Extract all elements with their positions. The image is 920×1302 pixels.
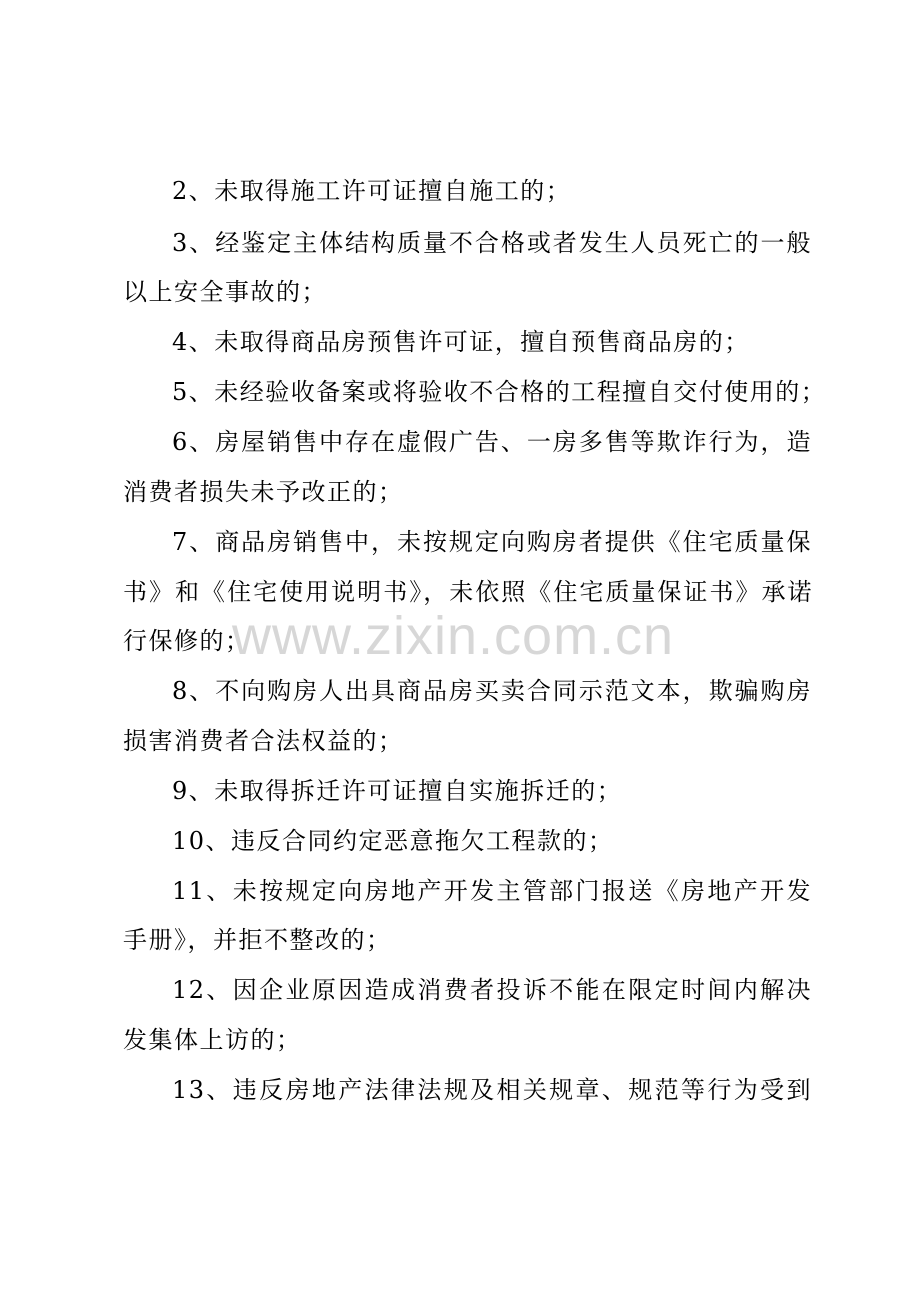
paragraph-line: 损害消费者合法权益的； xyxy=(123,727,404,755)
paragraph-line: 13、违反房地产法律法规及相关规章、规范等行为受到 xyxy=(172,1076,812,1104)
paragraph-line: 9、未取得拆迁许可证擅自实施拆迁的； xyxy=(172,777,623,805)
paragraph-line: 行保修的； xyxy=(123,627,251,655)
paragraph-line: 发集体上访的； xyxy=(123,1026,302,1054)
paragraph-line: 5、未经验收备案或将验收不合格的工程擅自交付使用的； xyxy=(172,378,827,406)
paragraph-line: 以上安全事故的； xyxy=(123,278,327,306)
paragraph-line: 8、不向购房人出具商品房买卖合同示范文本，欺骗购房 xyxy=(172,677,812,705)
paragraph-line: 6、房屋销售中存在虚假广告、一房多售等欺诈行为，造 xyxy=(172,428,812,456)
paragraph-line: 10、违反合同约定恶意拖欠工程款的； xyxy=(172,827,614,855)
paragraph-line: 消费者损失未予改正的； xyxy=(123,478,404,506)
paragraph-line: 2、未取得施工许可证擅自施工的； xyxy=(172,177,572,205)
paragraph-line: 12、因企业原因造成消费者投诉不能在限定时间内解决 xyxy=(172,976,812,1004)
paragraph-line: 4、未取得商品房预售许可证，擅自预售商品房的； xyxy=(172,328,750,356)
paragraph-line: 手册》，并拒不整改的； xyxy=(123,926,392,954)
paragraph-line: 3、经鉴定主体结构质量不合格或者发生人员死亡的一般 xyxy=(172,229,812,257)
paragraph-line: 书》和《住宅使用说明书》，未依照《住宅质量保证书》承诺 xyxy=(123,578,813,606)
paragraph-line: 7、商品房销售中，未按规定向购房者提供《住宅质量保 xyxy=(172,528,812,556)
watermark: www.zixin.com.cn xyxy=(232,606,675,666)
paragraph-line: 11、未按规定向房地产开发主管部门报送《房地产开发 xyxy=(172,877,812,905)
